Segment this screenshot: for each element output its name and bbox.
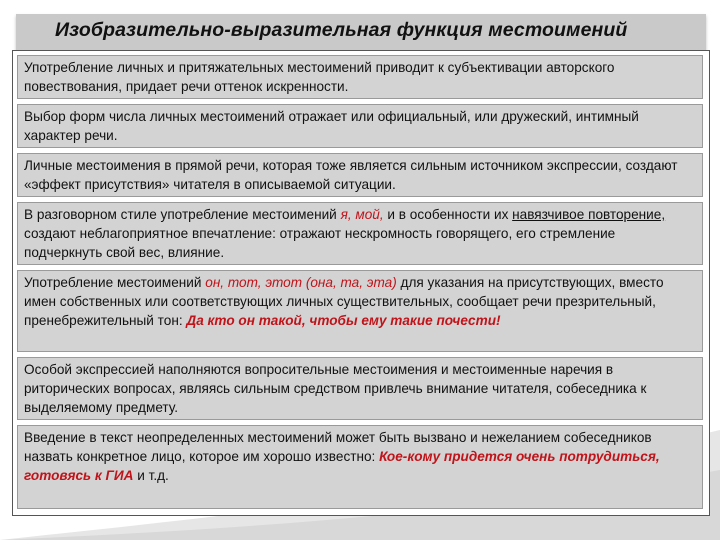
block-2-text: Выбор форм числа личных местоимений отражает или официальный, или дружеский, интимный характер речи. bbox=[24, 109, 639, 143]
content-panel bbox=[12, 50, 710, 516]
block-4-part2: и в особенности их bbox=[383, 207, 513, 222]
text-block-2 bbox=[17, 104, 703, 148]
block-4-part3: создают неблагоприятное впечатление: отражают нескромность говорящего, его стремление подчеркнуть свой вес, влияние. bbox=[24, 226, 616, 260]
block-7-example: Кое-кому придется очень потрудиться, готовясь к ГИА bbox=[24, 449, 660, 483]
block-7-part2: и т.д. bbox=[133, 468, 169, 483]
block-4-part1: В разговорном стиле употребление местоимений bbox=[24, 207, 341, 222]
block-5-emphasis: он, тот, этот (она, та, эта) bbox=[205, 275, 397, 290]
text-block-1 bbox=[17, 55, 703, 99]
text-block-5 bbox=[17, 270, 703, 352]
block-5-part1: Употребление местоимений bbox=[24, 275, 206, 290]
text-block-7 bbox=[17, 425, 703, 509]
page-title: Изобразительно-выразительная функция местоимений bbox=[55, 19, 628, 41]
block-4-emphasis: я, мой, bbox=[340, 207, 384, 222]
text-block-6 bbox=[17, 357, 703, 420]
block-4-underlined: навязчивое повторение, bbox=[512, 207, 666, 222]
block-5-example: Да кто он такой, чтобы ему такие почести! bbox=[186, 313, 501, 328]
text-block-4 bbox=[17, 202, 703, 265]
block-3-text: Личные местоимения в прямой речи, которая тоже является сильным источником экспрессии, создают «эффект присутствия» читателя в описываемой ситуации. bbox=[24, 158, 678, 192]
block-6-text: Особой экспрессией наполняются вопросительные местоимения и местоименные наречия в риторических вопросах, являясь сильным средством привлечь внимание читателя, собеседника к выделяемому предмету. bbox=[24, 362, 647, 415]
block-7-part1: Введение в текст неопределенных местоимений может быть вызвано и нежеланием собеседников назвать конкретное лицо, которое им хорошо известно: bbox=[24, 430, 652, 464]
text-block-3 bbox=[17, 153, 703, 197]
block-5-part2: для указания на присутствующих, вместо имен собственных или соответствующих личных существительных, сообщает речи презрительный, пренебрежительный тон: bbox=[24, 275, 664, 328]
block-7-text bbox=[24, 428, 696, 485]
block-1-text: Употребление личных и притяжательных местоимений приводит к субъективации авторского повествования, придает речи оттенок искренности. bbox=[24, 60, 615, 94]
block-5-text bbox=[24, 273, 696, 330]
block-4-text bbox=[24, 205, 696, 262]
